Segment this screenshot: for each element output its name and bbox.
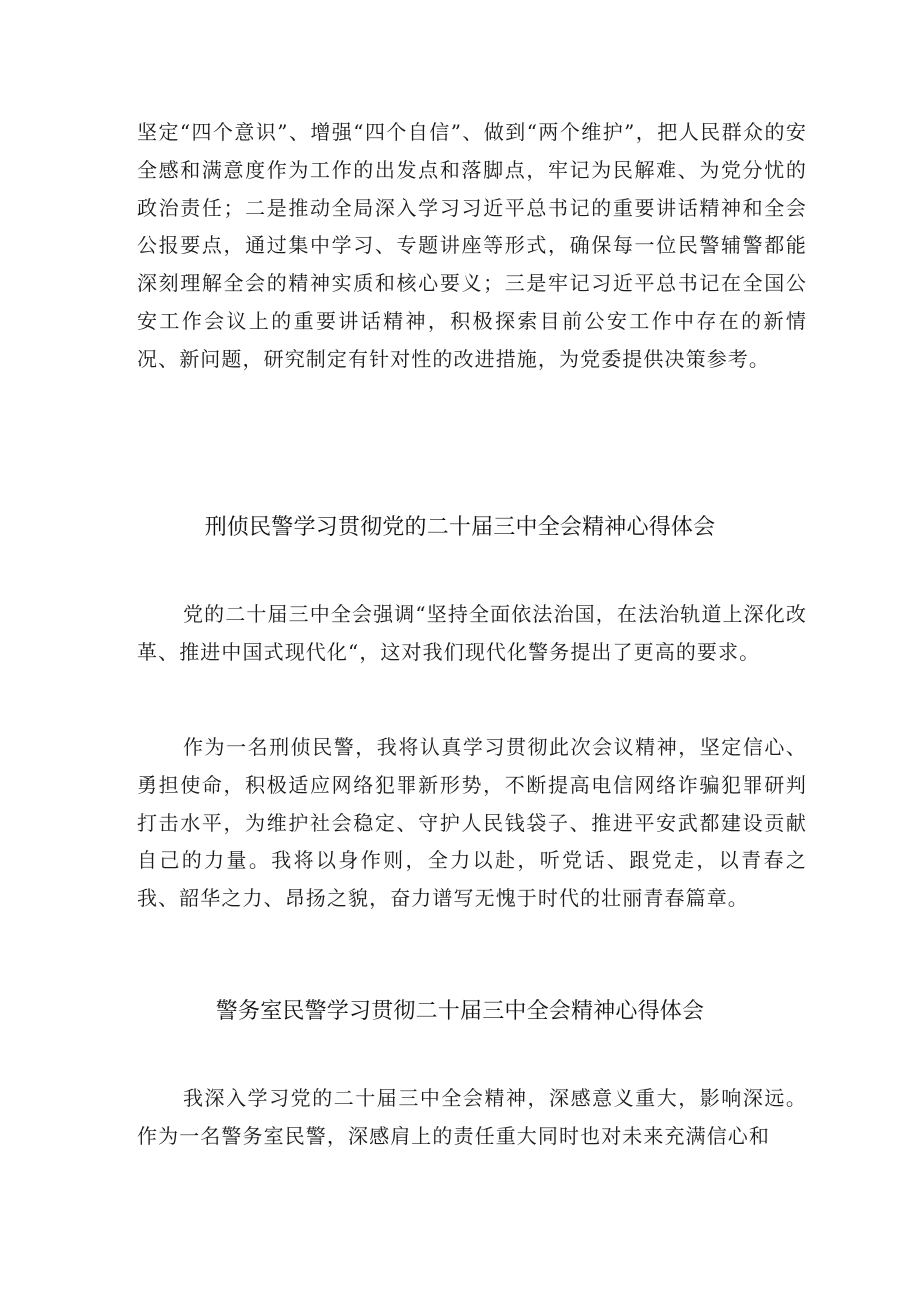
section-heading: 警务室民警学习贯彻二十届三中全会精神心得体会 [215,999,705,1024]
body-paragraph: 坚定“四个意识”、增强“四个自信”、做到“两个维护”，把人民群众的安全感和满意度作为工作的出发点和落脚点，牢记为民解难、为党分忧的政治责任；二是推动全局深入学习习近平总书记的重要讲话精神和全会公报要点，通过集中学习、专题讲座等形式，确保每一位民警辅警都能深刻理解全会的精神实质和核心要义；三是牢记习近平总书记在全国公安工作会议上的重要讲话精神，积极探索目前公安工作中存在的新情况、新问题，研究制定有针对性的改进措施，为党委提供决策参考。 [137,120,807,371]
section-heading: 刑侦民警学习贯彻党的二十届三中全会精神心得体会 [204,515,716,540]
body-paragraph: 我深入学习党的二十届三中全会精神，深感意义重大，影响深远。作为一名警务室民警，深感肩上的责任重大同时也对未来充满信心和 [137,1086,807,1148]
body-paragraph: 作为一名刑侦民警，我将认真学习贯彻此次会议精神，坚定信心、勇担使命，积极适应网络犯罪新形势，不断提高电信网络诈骗犯罪研判打击水平，为维护社会稳定、守护人民钱袋子、推进平安武都建设贡献自己的力量。我将以身作则，全力以赴，听党话、跟党走，以青春之我、韶华之力、昂扬之貌，奋力谱写无愧于时代的壮丽青春篇章。 [137,735,807,911]
body-paragraph: 党的二十届三中全会强调“坚持全面依法治国，在法治轨道上深化改革、推进中国式现代化“，这对我们现代化警务提出了更高的要求。 [137,602,807,664]
